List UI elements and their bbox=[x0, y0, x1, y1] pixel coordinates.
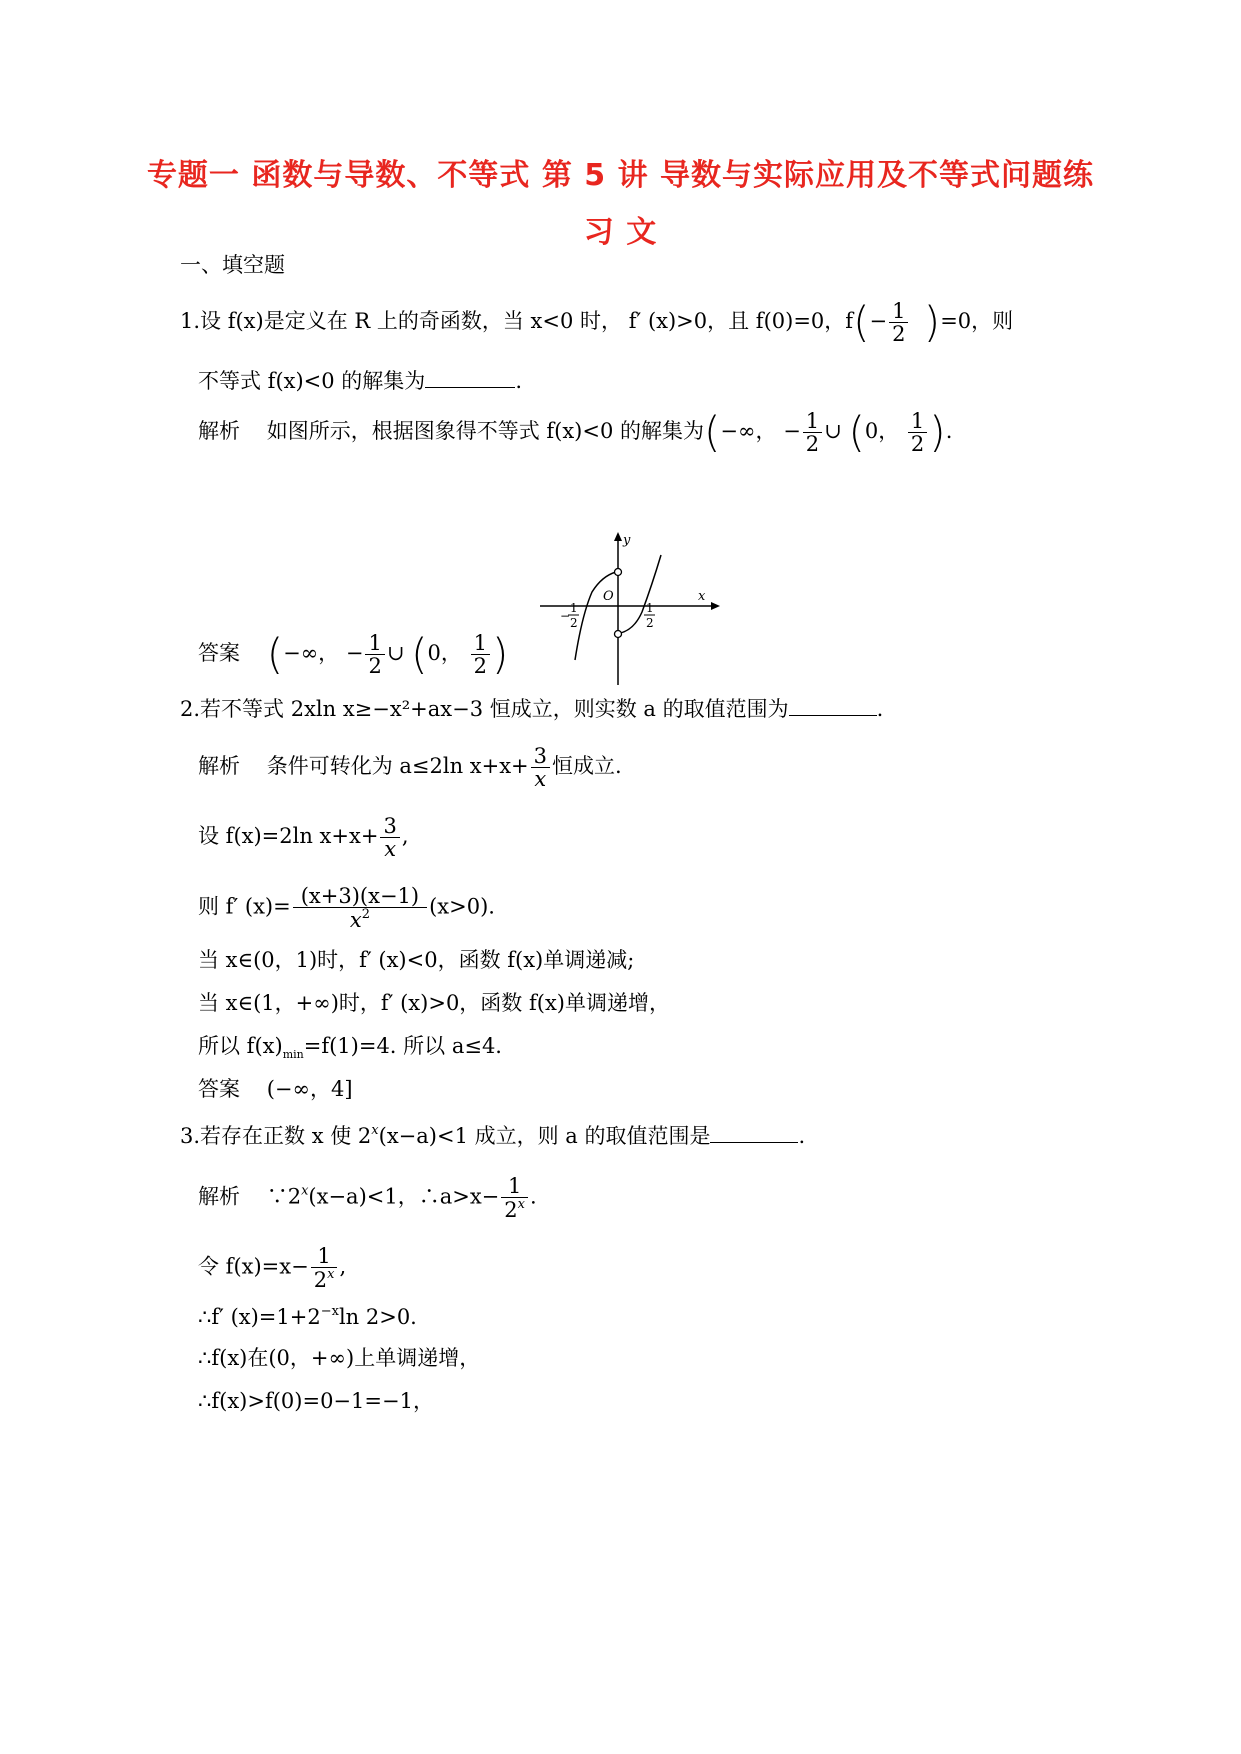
frac-den: 2 bbox=[908, 432, 927, 455]
period: . bbox=[798, 1124, 806, 1148]
q2-minimum bbox=[198, 1036, 502, 1060]
q1-statement bbox=[180, 297, 1014, 347]
fraction-3-over-x bbox=[531, 745, 550, 790]
fraction-1-over-2x bbox=[501, 1175, 528, 1221]
q1-text-b: f′ (x)>0，且 f(0)=0，f bbox=[628, 309, 854, 334]
analysis-label: 解析 bbox=[198, 1184, 240, 1209]
q1-text-c: =0，则 bbox=[940, 309, 1014, 334]
frac-den: x bbox=[531, 767, 550, 790]
frac-num: 1 bbox=[473, 631, 487, 655]
analysis-text-b: 恒成立. bbox=[552, 754, 622, 779]
frac-den: 2 bbox=[803, 432, 822, 455]
fraction-half bbox=[365, 632, 384, 677]
answer-blank bbox=[425, 367, 515, 388]
den-sup: 2 bbox=[361, 907, 370, 923]
y-label: y bbox=[623, 533, 631, 548]
q2-statement bbox=[180, 695, 883, 720]
x-label: x bbox=[698, 589, 706, 604]
neg-sign: − bbox=[869, 309, 888, 334]
open-point-bottom bbox=[615, 631, 622, 638]
derivative-text: 则 f′ (x)= bbox=[198, 894, 291, 919]
frac-den bbox=[293, 907, 427, 931]
fraction-half bbox=[471, 632, 490, 677]
neg-half-den: 2 bbox=[570, 616, 578, 630]
frac-num: 1 bbox=[317, 1244, 331, 1268]
answer-blank bbox=[789, 695, 877, 716]
q3-monotonic: ∴f(x)在(0，+∞)上单调递增， bbox=[198, 1346, 481, 1370]
q2-derivative bbox=[198, 885, 495, 931]
derivative-fraction bbox=[293, 885, 427, 931]
frac-num: 1 bbox=[507, 1174, 522, 1198]
frac-den: 2 bbox=[471, 654, 490, 677]
q2-define bbox=[198, 815, 409, 860]
q1-statement-line-2 bbox=[198, 367, 522, 392]
comma: , bbox=[401, 824, 409, 849]
zero: 0， bbox=[864, 419, 900, 444]
title-line-1: 专题一 函数与导数、不等式 第 5 讲 导数与实际应用及不等式问题练 bbox=[146, 158, 1095, 193]
frac-num: 1 bbox=[368, 631, 382, 655]
fraction-1-over-2x bbox=[311, 1245, 338, 1291]
function-graph bbox=[530, 530, 730, 690]
frac-num: 1 bbox=[910, 409, 925, 433]
paren-open: ( bbox=[853, 297, 870, 347]
frac-den: x bbox=[380, 837, 399, 860]
q2-decreasing: 当 x∈(0，1)时，f′ (x)<0，函数 f(x)单调递减; bbox=[198, 948, 635, 972]
q2-text: 若不等式 2xln x≥−x²+ax−3 恒成立，则实数 a 的取值范围为 bbox=[200, 697, 789, 721]
q3-define bbox=[198, 1245, 346, 1291]
answer-blank bbox=[710, 1122, 798, 1143]
q3-sup: x bbox=[371, 1123, 379, 1138]
answer-label: 答案 bbox=[198, 1077, 240, 1101]
paren-open: ( bbox=[411, 629, 428, 679]
q1-analysis bbox=[198, 407, 953, 457]
half-num: 1 bbox=[646, 601, 654, 615]
neg-half-num: 1 bbox=[570, 601, 578, 615]
frac-num: 1 bbox=[892, 299, 906, 323]
frac-den bbox=[501, 1197, 528, 1221]
paren-close: ) bbox=[491, 629, 509, 679]
neg-infinity: −∞， bbox=[720, 419, 777, 444]
fraction-half bbox=[908, 410, 927, 455]
frac-den: 2 bbox=[365, 654, 384, 677]
den-x: x bbox=[349, 908, 362, 933]
fraction-3-over-x bbox=[380, 815, 399, 860]
q3-value: ∴f(x)>f(0)=0−1=−1， bbox=[198, 1389, 434, 1413]
neg-sign: − bbox=[783, 419, 801, 444]
paren-open: ( bbox=[704, 407, 721, 457]
q3-text-a: 若存在正数 x 使 2 bbox=[200, 1124, 372, 1148]
derivative-text-a: ∴f′ (x)=1+2 bbox=[198, 1305, 321, 1329]
open-point-top bbox=[615, 569, 622, 576]
derivative-text-b: ln 2>0. bbox=[338, 1305, 417, 1329]
q2-number: 2. bbox=[180, 697, 201, 721]
analysis-text-a: ∵2 bbox=[266, 1184, 302, 1209]
den-base: 2 bbox=[504, 1198, 518, 1223]
neg-sign: − bbox=[345, 641, 364, 666]
answer-label: 答案 bbox=[198, 641, 240, 666]
origin-label: O bbox=[603, 589, 614, 604]
define-text: 设 f(x)=2ln x+x+ bbox=[198, 824, 379, 849]
neg-half-minus: − bbox=[560, 609, 571, 623]
q2-increasing: 当 x∈(1，+∞)时，f′ (x)>0，函数 f(x)单调递增， bbox=[198, 991, 670, 1015]
period: . bbox=[530, 1184, 537, 1209]
frac-num: (x+3)(x−1) bbox=[300, 884, 420, 908]
title-line-2: 习 文 bbox=[583, 215, 658, 250]
den-sup: x bbox=[517, 1197, 525, 1213]
fraction-half bbox=[803, 410, 822, 455]
analysis-text-a: 条件可转化为 a≤2ln x+x+ bbox=[266, 754, 529, 779]
q3-analysis bbox=[198, 1175, 537, 1221]
x-axis-arrow-icon bbox=[711, 602, 720, 610]
answer-value: (−∞，4] bbox=[266, 1077, 353, 1101]
union-symbol: ∪ bbox=[824, 419, 842, 444]
frac-num: 3 bbox=[533, 744, 548, 768]
frac-num: 3 bbox=[383, 814, 397, 838]
q1-answer bbox=[198, 629, 509, 679]
q1-text-a: 设 f(x)是定义在 R 上的奇函数，当 x<0 时， bbox=[200, 309, 623, 334]
half-den: 2 bbox=[646, 616, 654, 630]
analysis-sup: x bbox=[301, 1183, 309, 1199]
frac-den bbox=[311, 1267, 338, 1291]
paren-open: ( bbox=[848, 407, 865, 457]
paren-close: ) bbox=[923, 297, 941, 347]
comma: , bbox=[339, 1254, 347, 1279]
left-curve bbox=[575, 572, 616, 660]
right-curve bbox=[620, 555, 661, 633]
q3-statement bbox=[180, 1122, 805, 1147]
q3-text-b: (x−a)<1 成立，则 a 的取值范围是 bbox=[378, 1124, 711, 1148]
define-text: 令 f(x)=x− bbox=[198, 1254, 309, 1279]
analysis-text-b: (x−a)<1，∴a>x− bbox=[308, 1184, 500, 1209]
analysis-label: 解析 bbox=[198, 419, 240, 444]
paren-open: ( bbox=[266, 629, 284, 679]
min-text-a: 所以 f(x) bbox=[198, 1034, 283, 1058]
frac-den: 2 bbox=[889, 322, 908, 345]
fraction-half bbox=[889, 300, 908, 345]
section-heading: 一、填空题 bbox=[180, 253, 285, 277]
union-symbol: ∪ bbox=[386, 641, 405, 666]
min-text-b: =f(1)=4. 所以 a≤4. bbox=[303, 1034, 502, 1058]
zero: 0， bbox=[427, 641, 462, 666]
period: . bbox=[515, 369, 522, 393]
q3-number: 3. bbox=[180, 1124, 201, 1148]
period: . bbox=[876, 697, 884, 721]
den-base: 2 bbox=[313, 1268, 328, 1293]
q2-answer bbox=[198, 1079, 353, 1100]
paren-close: ) bbox=[929, 407, 946, 457]
y-axis-arrow-icon bbox=[614, 532, 622, 541]
den-sup: x bbox=[327, 1267, 335, 1283]
period: . bbox=[945, 419, 953, 444]
q2-analysis bbox=[198, 745, 622, 790]
q3-derivative bbox=[198, 1305, 417, 1328]
frac-num: 1 bbox=[805, 409, 820, 433]
analysis-label: 解析 bbox=[198, 754, 240, 779]
analysis-text: 如图所示，根据图象得不等式 f(x)<0 的解集为 bbox=[266, 419, 705, 444]
min-subscript: min bbox=[282, 1048, 304, 1061]
q1-line2-text: 不等式 f(x)<0 的解集为 bbox=[198, 369, 426, 393]
derivative-sup: −x bbox=[320, 1304, 339, 1319]
q1-number: 1. bbox=[180, 309, 201, 334]
neg-infinity: −∞， bbox=[283, 641, 340, 666]
derivative-domain: (x>0). bbox=[429, 894, 495, 919]
